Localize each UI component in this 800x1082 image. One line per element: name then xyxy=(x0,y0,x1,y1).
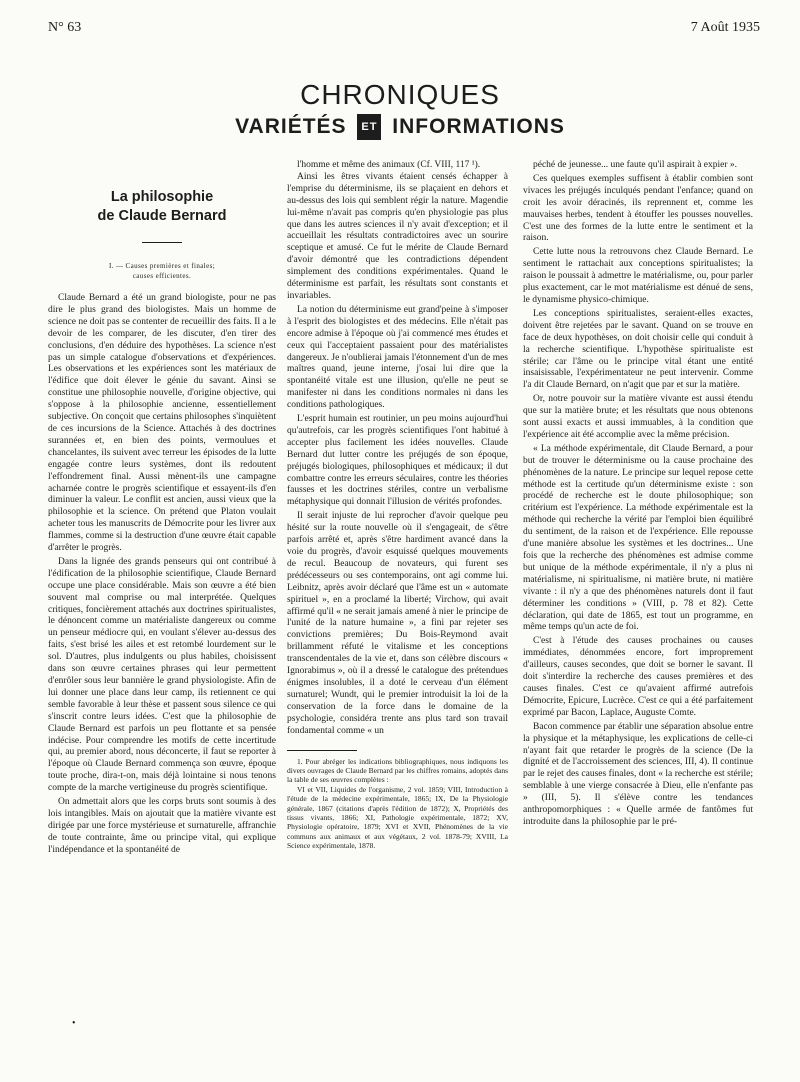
article-title-line-1: La philosophie xyxy=(110,189,214,205)
paragraph: Claude Bernard a été un grand biologiste, pour ne pas dire le plus grand des biologistes. Mais un homme de science ne doit pas se contenter de recueillir des faits. Il a le devoir de les comparer, de les discuter, d'en tirer des conclusions, d'en déduire des hypothèses. La science n'est pas un simple catalogue d'observations et d'expériences. Les observations et les expériences sont les matériaux de l'édifice que doit élever le génie du savant. Ainsi se constitue une philosophie nouvelle, d'origine objective, qui s'oppose à la philosophie ancienne, essentiellement subjective. On conçoit que certains philosophes s'inquiètent de ces incursions de la Science. Attachés à des doctrines surannées et, en bien des points, vermoulues et chancelantes, ils suivent avec terreur les épisodes de la lutte engagée contre leurs systèmes, dont ils redoutent l'effondrement final. Aussi mènent-ils une campagne acharnée contre le progrès scientifique et essayent-ils d'en diminuer la valeur. Le conflit est ancien, aussi vieux que la philosophie et la science. On prétend que Platon voulait acheter tous les manuscrits de Démocrite pour les livrer aux flammes, comme si la destruction d'une œuvre était capable d'arrêter le progrès. xyxy=(48,293,276,554)
masthead-title: CHRONIQUES xyxy=(300,79,500,110)
margin-mark: • xyxy=(72,1018,76,1029)
column-2 xyxy=(287,160,508,851)
paragraph: On admettait alors que les corps bruts sont soumis à des lois intangibles. Mais on ajoutait que la matière vivante est dirigée par une force mystérieuse et surnaturelle, affranchie de toute contrainte, âme ou principe vital, qui explique l'indépendance et la spontanéité de xyxy=(48,797,276,855)
paragraph: l'homme et même des animaux (Cf. VIII, 117 ¹). xyxy=(297,160,481,170)
paragraph: Les conceptions spiritualistes, seraient-elles exactes, doivent être rejetées par le savant. Quand on se trouve en face de deux hypothèses, on doit choisir celle qui conduit à la recherche scientifique. L'hypothèse spiritualiste est stérile; car l'âme ou le principe vital étant une entité insaisissable, l'expérimentateur ne peut intervenir. Comme l'a dit Claude Bernard, on n'agit que par et sur la matière. xyxy=(523,308,753,391)
paragraph: Ces quelques exemples suffisent à établir combien sont vivaces les préjugés inculqués pendant l'enfance; quand on croit les avoir déracinés, ils reprennent et, comme les mauvaises herbes, tendent à étouffer les pousses nouvelles. C'est une des formes de la lutte entre le sentiment et la raison. xyxy=(523,173,753,244)
footnote-paragraph: 1. Pour abréger les indications bibliographiques, nous indiquons les divers ouvrages de Claude Bernard par les chiffres romains, adoptés dans la table de ses œuvres complètes : xyxy=(287,756,508,785)
paragraph: Il serait injuste de lui reprocher d'avoir quelque peu hésité sur la route nouvelle où il s'engageait, de s'être parfois arrêté et, après s'être hardiment avancé dans la voie du progrès, d'avoir esquissé quelques mouvements de recul. Beaucoup de novateurs, qui furent ses prédécesseurs ou ses contemporains, ont agi comme lui. Leibnitz, après avoir déclaré que l'âme est un « automate spirituel », en a proclamé la liberté; Virchow, qui avait affirmé qu'il « ne serait jamais amené à nier le principe de l'unité de la nature humaine », a fini par rejeter ses convictions premières; Du Bois-Reymond avait brillamment réfuté le vitalisme et les conceptions transcendentales de la vie et, dans son célèbre discours « Ignorabimus », où il a dressé le catalogue des prétendues énigmes insolubles, il a doté le cerveau d'un élément surnaturel; Wundt, qui le premier introduisit la loi de la conservation de la force dans le domaine de la psychologie, considéra trente ans plus tard son travail fondamental comme « un xyxy=(287,511,508,736)
paragraph: C'est à l'étude des causes prochaines ou causes immédiates, dénommées encore, fort improprement d'ailleurs, causes secondes, que doit se borner le savant. Il doit s'interdire la recherche des causes premières et des causes finales. C'est ce qu'avaient affirmé autrefois Démocrite, Epicure, Lucrèce. C'est ce qui a été parfaitement exprimé par Bacon, Laplace, Auguste Comte. xyxy=(523,636,753,718)
column-1 xyxy=(48,188,276,857)
masthead-subtitle xyxy=(0,114,800,140)
footnote-paragraph: VI et VII, Liquides de l'organisme, 2 vol. 1859; VIII, Introduction à l'étude de la médecine expérimentale, 1865; IX, De la Physiologie générale, 1867 (citations d'après l'édition de 1872); X, Propriétés des tissus vivants, 1866; XI, Pathologie expérimentale, 1872; XV, Physiologie opératoire, 1879; XVI et XVII, Phénomènes de la vie communs aux animaux et aux végétaux, 2 vol. 1878-79; XVIII, La Science expérimentale, 1878. xyxy=(287,784,508,851)
article-title xyxy=(48,188,276,226)
masthead-et-box: ET xyxy=(357,114,381,140)
paragraph: La notion du déterminisme eut grand'peine à s'imposer à l'esprit des biologistes et des médecins. Elle n'était pas encore admise à l'époque où j'ai commencé mes études et ceux qui l'acceptaient passaient pour des matérialistes dangereux. Je n'oublierai jamais l'étonnement d'un de mes maîtres quand, jeune interne, j'osai lui dire que la spontanéité vitale est une illusion, qu'elle ne peut se manifester ni dans les conditions normales ni dans les conditions pathologiques. xyxy=(287,304,508,411)
masthead xyxy=(0,80,800,140)
paragraph: L'esprit humain est routinier, un peu moins aujourd'hui qu'autrefois, car les progrès scientifiques l'ont habitué à accepter plus facilement les idées nouvelles. Claude Bernard dut lutter contre les préjugés de son époque, préjugés biologiques, philosophiques et médicaux; il dut combattre contre les erreurs séculaires, contre les théories fausses et les doctrines stériles, contre un verbalisme métaphysique qui donnait l'illusion de vérités profondes. xyxy=(287,414,508,508)
paragraph: Bacon commence par établir une séparation absolue entre la physique et la métaphysique, les explications de celle-ci n'ayant fait que retarder le progrès de la science (De la dignité et de l'accroissement des sciences, III, 4). Il continue par le rejet des causes finales, dont « la recherche est stérile; semblable à une vierge consacrée à Dieu, elle n'enfante pas » (III, 5). Il s'élève contre les tendances anthropomorphiques : « Quelle armée de fantômes fut introduite dans la philosophie par le pré- xyxy=(523,721,753,827)
masthead-right-word: INFORMATIONS xyxy=(392,115,565,138)
paragraph: péché de jeunesse... une faute qu'il aspirait à expier ». xyxy=(533,160,738,170)
paragraph: « La méthode expérimentale, dit Claude Bernard, a pour but de trouver le déterminisme ou la cause prochaine des phénomènes de la nature. Le principe sur lequel repose cette méthode est la certitude qu'un déterminisme existe : son procédé de recherche est le doute philosophique; son critérium est l'expérience. La méthode expérimentale est la méthode qui recherche la vérité par l'emploi bien équilibré du sentiment, de la raison et de l'expérience. Elle repousse d'une manière absolue les systèmes et les doctrines... Une fois que la recherche des phénomènes est admise comme but unique de la méthode expérimentale, il n'y a plus ni matérialisme, ni spiritualisme, ni matière brute, ni matière vivante : il n'y a que des phénomènes naturels dont il faut déterminer les conditions » (VIII, p. 78 et 82). Cette déclaration, qui date de 1865, est tout un programme, en même temps qu'un acte de foi. xyxy=(523,443,753,633)
issue-date: 7 Août 1935 xyxy=(690,20,760,35)
column-3 xyxy=(523,160,753,829)
section-heading-line-2: causes efficientes. xyxy=(132,272,192,280)
paragraph: Or, notre pouvoir sur la matière vivante est aussi étendu que sur la matière brute; et les résultats que nous obtenons sont aussi exacts et aussi immuables, à la condition que l'expérience ait été accomplie avec la même précision. xyxy=(523,394,753,440)
article-title-line-2: de Claude Bernard xyxy=(97,208,227,224)
paragraph: Dans la lignée des grands penseurs qui ont contribué à l'édification de la philosophie scientifique, Claude Bernard occupe une place considérable. Mais son œuvre a été bien souvent mal comprise ou mal interprétée. Quelques critiques, foncièrement attachés aux doctrines spiritualistes, le dénoncent comme un matérialiste dangereux ou comme un penseur médiocre qui, en voulant s'élever au-dessus des faits, s'est brisé les ailes et est retombé lourdement sur le sol. D'autres, plus indulgents ou plus habiles, choisissent dans son œuvre certaines phrases qui leur permettent d'enrôler sous leur bannière le grand physiologiste. Afin de lui donner une place dans leur camp, ils retiennent ce qui semble favorable à leur thèse et passent sous silence ce qui s'inscrit contre leurs idées. C'est que la philosophie de Claude Bernard est parfois un peu flottante et sa pensée indécise. Pour comprendre les motifs de cette incertitude qui, au premier abord, nous déconcerte, il faut se reporter à l'époque où Claude Bernard commença son œuvre, époque toute proche, dira-t-on, mais déjà lointaine si nous tenons compte de la marche vertigineuse du progrès scientifique. xyxy=(48,556,276,794)
masthead-left-word: VARIÉTÉS xyxy=(235,115,347,138)
footnote-rule xyxy=(287,750,357,751)
title-rule xyxy=(142,242,182,243)
paragraph: Cette lutte nous la retrouvons chez Claude Bernard. Le sentiment le rattachait aux conceptions spiritualistes; la raison le poussait à admettre le matérialisme, ou, pour parler plus exactement, car le mot matérialisme est dénué de sens, le dynamisme physico-chimique. xyxy=(523,247,753,305)
section-heading xyxy=(48,261,276,281)
section-heading-line-1: I. — Causes premières et finales; xyxy=(108,262,216,270)
footnote xyxy=(287,757,508,851)
paragraph: Ainsi les êtres vivants étaient censés échapper à l'emprise du déterminisme, ils se plaçaient en dehors et au-dessus des lois qui semblent régir la nature. Magendie lui-même n'avait pas compris qu'en physiologie pas plus que dans les autres sciences il n'y avait d'exception; et il accueillait les résultats contradictoires avec un sourire sceptique et amusé. Ce fut le mérite de Claude Bernard d'avoir démontré que les contradictions dépendent simplement des conditions expérimentales. Quand le déterminisme est parfait, les résultats sont constants et invariables. xyxy=(287,171,508,301)
issue-number: N° 63 xyxy=(48,20,82,35)
